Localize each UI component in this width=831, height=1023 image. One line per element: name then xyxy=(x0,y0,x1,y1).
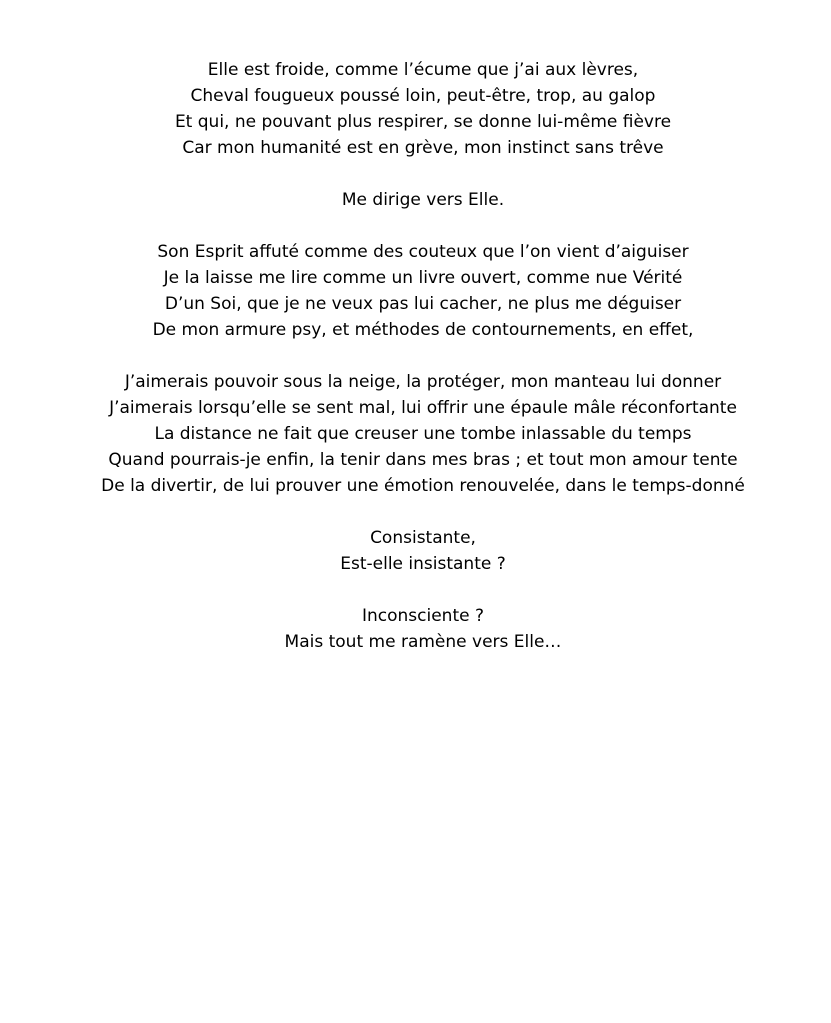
poem-line: Consistante, xyxy=(370,528,476,548)
poem-line: Est-elle insistante ? xyxy=(340,554,506,574)
poem-line: La distance ne fait que creuser une tombe inlassable du temps xyxy=(154,424,692,444)
poem-line: Et qui, ne pouvant plus respirer, se donne lui-même fièvre xyxy=(174,112,672,132)
poem-line: Me dirige vers Elle. xyxy=(341,190,505,210)
poem-line: Cheval fougueux poussé loin, peut-être, trop, au galop xyxy=(190,86,656,106)
stanza-5 xyxy=(100,525,746,577)
poem-line: J’aimerais lorsqu’elle se sent mal, lui offrir une épaule mâle réconfortante xyxy=(109,398,737,418)
poem-line: Car mon humanité est en grève, mon instinct sans trêve xyxy=(182,138,664,158)
poem-line: Mais tout me ramène vers Elle… xyxy=(284,632,562,652)
poem-line: Je la laisse me lire comme un livre ouvert, comme nue Vérité xyxy=(163,268,683,288)
poem-line: Elle est froide, comme l’écume que j’ai aux lèvres, xyxy=(207,60,639,80)
poem-line: Inconsciente ? xyxy=(361,606,485,626)
stanza-6 xyxy=(100,603,746,655)
stanza-1 xyxy=(100,57,746,161)
poem-body xyxy=(100,57,746,655)
poem-line: J’aimerais pouvoir sous la neige, la protéger, mon manteau lui donner xyxy=(124,372,722,392)
poem-line: Quand pourrais-je enfin, la tenir dans mes bras ; et tout mon amour tente xyxy=(108,450,738,470)
stanza-4 xyxy=(100,369,746,499)
poem-line: De mon armure psy, et méthodes de contournements, en effet, xyxy=(152,320,694,340)
stanza-3 xyxy=(100,239,746,343)
poem-line: D’un Soi, que je ne veux pas lui cacher, ne plus me déguiser xyxy=(164,294,682,314)
stanza-2 xyxy=(100,187,746,213)
poem-line: De la divertir, de lui prouver une émotion renouvelée, dans le temps-donné xyxy=(101,476,745,496)
poem-line: Son Esprit affuté comme des couteux que l’on vient d’aiguiser xyxy=(157,242,689,262)
